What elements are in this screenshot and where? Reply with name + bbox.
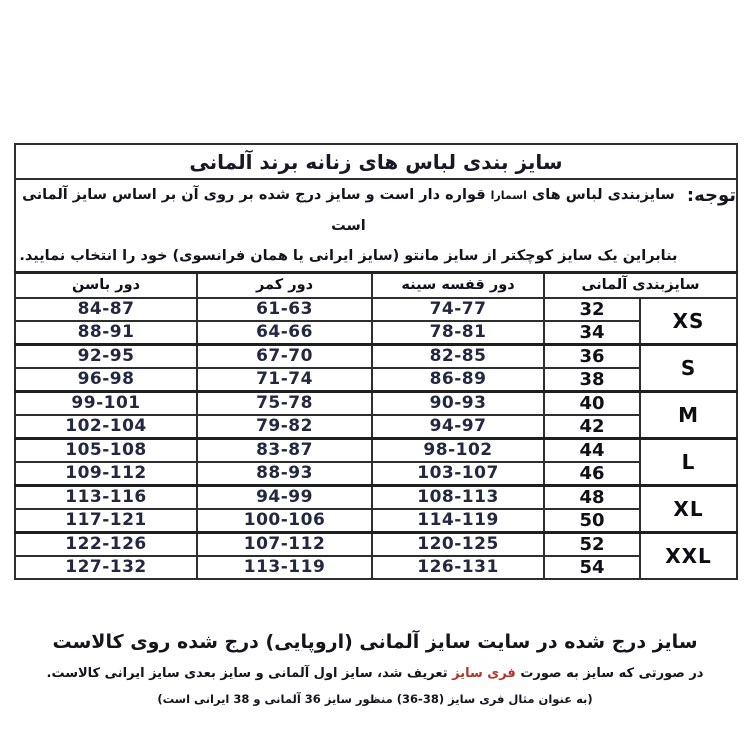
chest-range: 114-119 (372, 509, 544, 533)
note-text (16, 180, 681, 271)
table-row (15, 415, 737, 439)
hip-range: 109-112 (15, 462, 197, 486)
column-header-german-size: سایزبندی آلمانی (544, 273, 737, 298)
footer-example-note: (به عنوان مثال فری سایز (38-36) منظور سایز 36 آلمانی و 38 ایرانی است) (157, 692, 593, 706)
footer-note-pre: در صورتی که سایز به صورت (520, 666, 704, 681)
waist-range: 64-66 (197, 321, 372, 345)
hip-range: 99-101 (15, 391, 197, 415)
hip-range: 105-108 (15, 438, 197, 462)
hip-range: 92-95 (15, 344, 197, 368)
chest-range: 82-85 (372, 344, 544, 368)
waist-range: 67-70 (197, 344, 372, 368)
title-row (15, 144, 737, 179)
chest-range: 78-81 (372, 321, 544, 345)
table-row (15, 556, 737, 579)
german-size: 46 (544, 462, 640, 486)
waist-range: 79-82 (197, 415, 372, 439)
waist-range: 94-99 (197, 485, 372, 509)
column-header-chest: دور قفسه سینه (372, 273, 544, 298)
size-letter: M (640, 391, 737, 438)
chest-range: 108-113 (372, 485, 544, 509)
note-label: توجه: (686, 185, 737, 206)
chest-range: 86-89 (372, 368, 544, 392)
footer-main-note: سایز درج شده در سایت سایز آلمانی (اروپایی) درج شده روی کالاست (52, 631, 698, 653)
table-header-row (15, 273, 737, 298)
table-row (15, 368, 737, 392)
waist-range: 113-119 (197, 556, 372, 579)
chest-range: 74-77 (372, 298, 544, 321)
footer (0, 631, 750, 706)
waist-range: 75-78 (197, 391, 372, 415)
note-line1-pre: سایزبندی لباس های (531, 187, 675, 203)
hip-range: 127-132 (15, 556, 197, 579)
size-letter: XL (640, 485, 737, 532)
table-row (15, 485, 737, 509)
waist-range: 100-106 (197, 509, 372, 533)
german-size: 52 (544, 532, 640, 556)
chest-range: 98-102 (372, 438, 544, 462)
german-size: 42 (544, 415, 640, 439)
table-row (15, 298, 737, 321)
table-row (15, 344, 737, 368)
hip-range: 113-116 (15, 485, 197, 509)
german-size: 32 (544, 298, 640, 321)
waist-range: 83-87 (197, 438, 372, 462)
table-row (15, 462, 737, 486)
size-letter: XXL (640, 532, 737, 579)
german-size: 54 (544, 556, 640, 579)
footer-free-size-note (0, 666, 750, 681)
note-line1 (16, 180, 681, 241)
table-row (15, 321, 737, 345)
waist-range: 61-63 (197, 298, 372, 321)
brand-name: اسمارا (490, 189, 527, 202)
column-header-waist: دور کمر (197, 273, 372, 298)
note-row (15, 179, 737, 273)
table-row (15, 532, 737, 556)
note-cell (15, 179, 737, 273)
chest-range: 126-131 (372, 556, 544, 579)
table-row (15, 391, 737, 415)
german-size: 38 (544, 368, 640, 392)
hip-range: 122-126 (15, 532, 197, 556)
german-size: 36 (544, 344, 640, 368)
chest-range: 120-125 (372, 532, 544, 556)
size-letter: XS (640, 298, 737, 345)
german-size: 34 (544, 321, 640, 345)
waist-range: 107-112 (197, 532, 372, 556)
hip-range: 102-104 (15, 415, 197, 439)
chest-range: 94-97 (372, 415, 544, 439)
note-line1-post: قواره دار است و سایز درج شده بر روی آن بر اساس سایز آلمانی است (22, 187, 486, 234)
size-letter: S (640, 344, 737, 391)
table-row (15, 509, 737, 533)
size-table (14, 143, 738, 580)
german-size: 50 (544, 509, 640, 533)
free-size-highlight: فری سایز (452, 666, 516, 681)
german-size: 48 (544, 485, 640, 509)
german-size: 40 (544, 391, 640, 415)
table-row (15, 438, 737, 462)
hip-range: 88-91 (15, 321, 197, 345)
chest-range: 90-93 (372, 391, 544, 415)
page-title: سایز بندی لباس های زنانه برند آلمانی (15, 144, 737, 179)
hip-range: 96-98 (15, 368, 197, 392)
note-line2: بنابراین یک سایز کوچکتر از سایز مانتو (سایز ایرانی یا همان فرانسوی) خود را انتخاب نمایید. (19, 248, 678, 264)
waist-range: 88-93 (197, 462, 372, 486)
chest-range: 103-107 (372, 462, 544, 486)
footer-note-post: تعریف شد، سایز اول آلمانی و سایز بعدی سایز ایرانی کالاست. (46, 666, 448, 681)
hip-range: 84-87 (15, 298, 197, 321)
size-letter: L (640, 438, 737, 485)
waist-range: 71-74 (197, 368, 372, 392)
hip-range: 117-121 (15, 509, 197, 533)
column-header-hip: دور باسن (15, 273, 197, 298)
german-size: 44 (544, 438, 640, 462)
